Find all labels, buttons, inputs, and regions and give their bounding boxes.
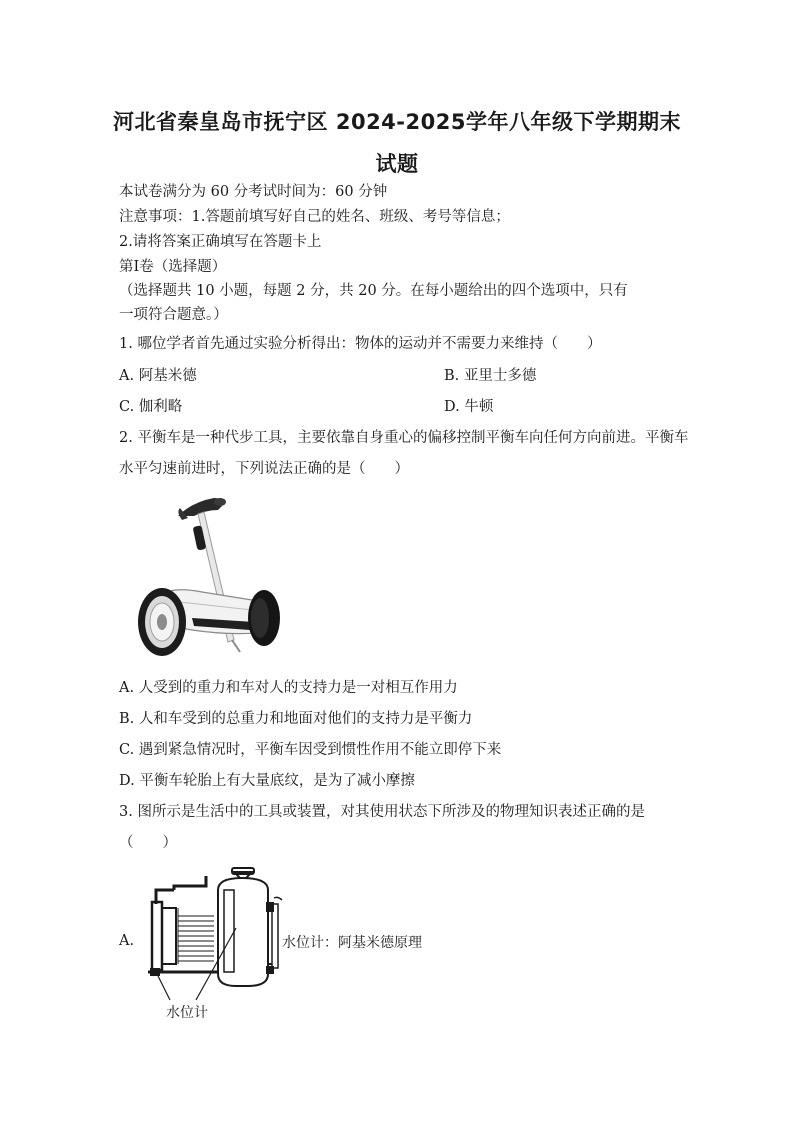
balance-scooter-image <box>132 490 292 660</box>
exam-title-line-2: 试题 <box>375 152 419 176</box>
q3-stem-1: 3. 图所示是生活中的工具或装置，对其使用状态下所涉及的物理知识表述正确的是 <box>119 804 645 820</box>
q2-option-b: B. 人和车受到的总重力和地面对他们的支持力是平衡力 <box>119 711 473 727</box>
section-title: 第Ⅰ卷（选择题） <box>119 259 227 275</box>
q3-stem-2: （ ） <box>119 835 177 851</box>
full-score-info: 本试卷满分为 60 分考试时间为：60 分钟 <box>119 184 388 200</box>
q1-option-a: A. 阿基米德 <box>119 368 197 384</box>
water-level-gauge-diagram <box>148 868 288 1018</box>
q1-option-c: C. 伽利略 <box>119 399 183 415</box>
notice-1: 注意事项：1.答题前填写好自己的姓名、班级、考号等信息； <box>119 209 510 225</box>
q1-stem: 1. 哪位学者首先通过实验分析得出：物体的运动并不需要力来维持（ ） <box>119 336 602 352</box>
q1-option-b: B. 亚里士多德 <box>444 368 537 384</box>
q2-stem-1: 2. 平衡车是一种代步工具，主要依靠自身重心的偏移控制平衡车向任何方向前进。平衡车 <box>119 430 689 446</box>
q1-option-d: D. 牛顿 <box>444 399 494 415</box>
exam-title-line-1: 河北省秦皇岛市抚宁区 2024-2025学年八年级下学期期末 <box>113 110 681 134</box>
q2-stem-2: 水平匀速前进时，下列说法正确的是（ ） <box>119 461 409 477</box>
q2-option-d: D. 平衡车轮胎上有大量底纹，是为了减小摩擦 <box>119 773 415 789</box>
q3-option-a-text: 水位计：阿基米德原理 <box>282 935 422 951</box>
section-description-2: 一项符合题意。） <box>119 307 228 323</box>
notice-2: 2.请将答案正确填写在答题卡上 <box>119 234 322 250</box>
q3-option-a-letter: A. <box>119 933 135 949</box>
q2-option-c: C. 遇到紧急情况时，平衡车因受到惯性作用不能立即停下来 <box>119 742 502 758</box>
section-description-1: （选择题共 10 小题，每题 2 分，共 20 分。在每小题给出的四个选项中，只有 <box>119 283 628 299</box>
figure-caption: 水位计 <box>166 1005 208 1021</box>
q2-option-a: A. 人受到的重力和车对人的支持力是一对相互作用力 <box>119 680 458 696</box>
